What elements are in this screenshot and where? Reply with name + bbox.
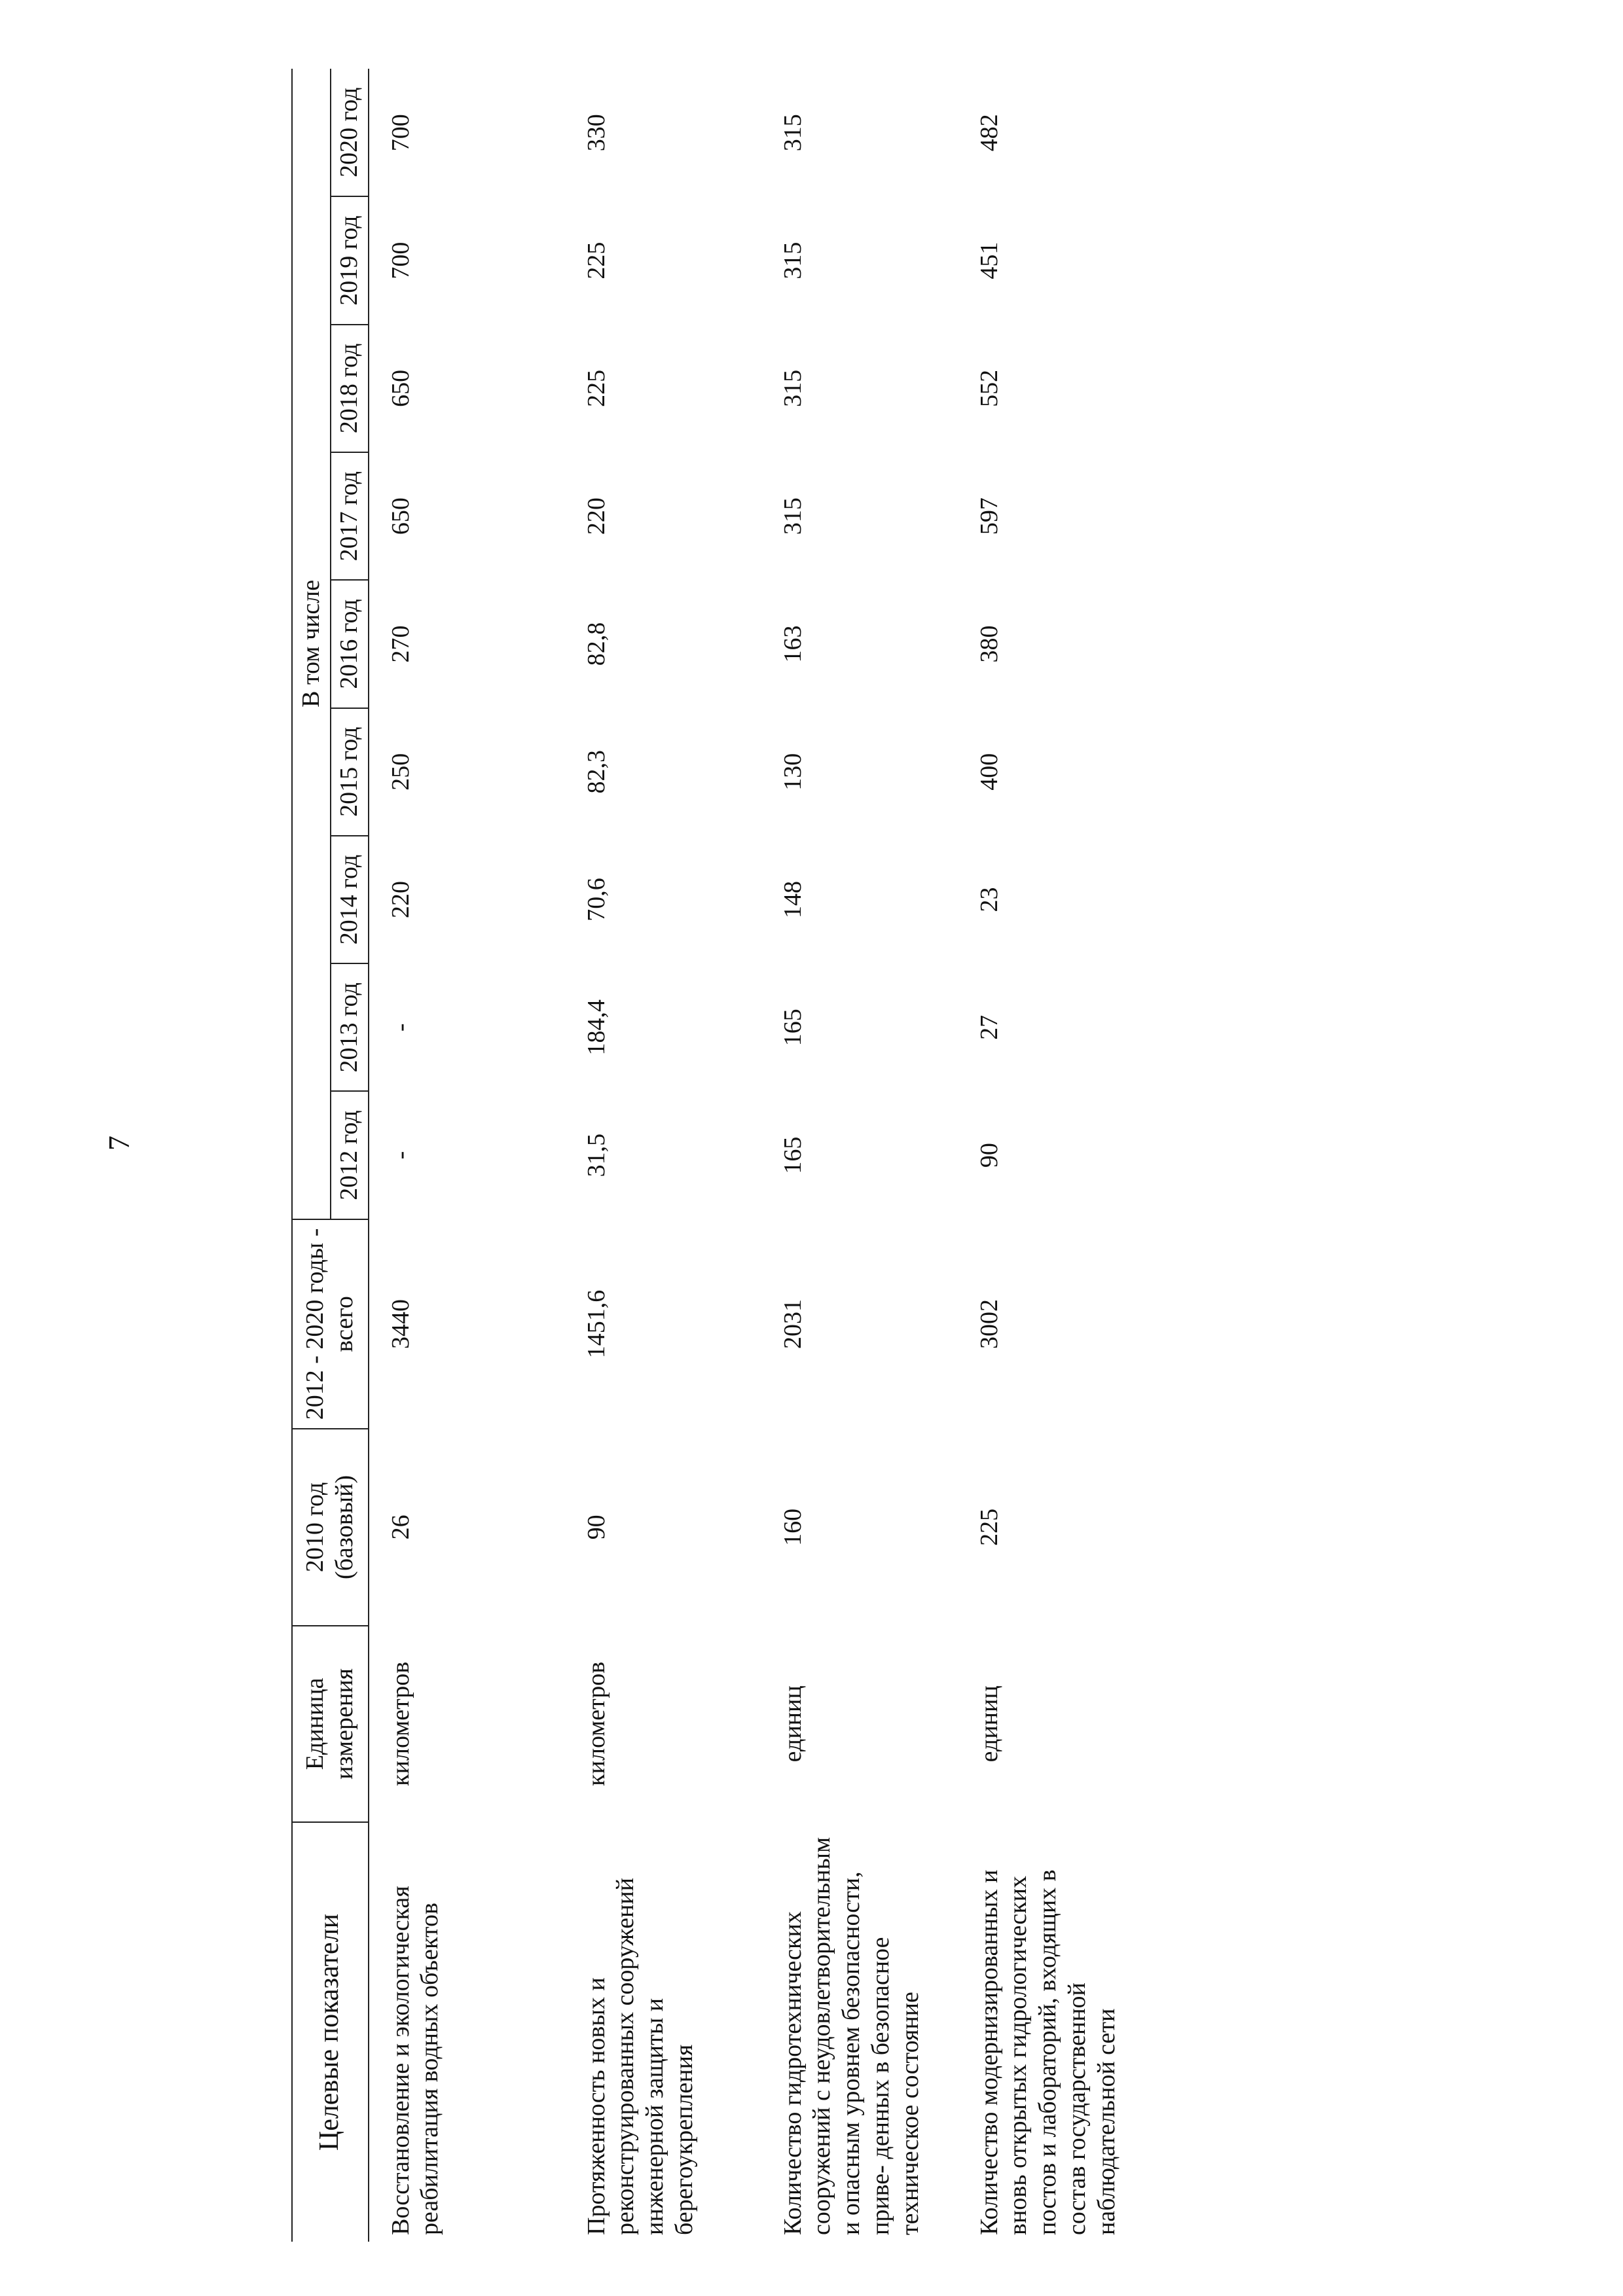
page-number: 7 xyxy=(102,1136,136,1151)
header-year: 2020 год xyxy=(331,69,369,196)
header-year: 2012 год xyxy=(331,1091,369,1219)
header-year: 2019 год xyxy=(331,196,369,324)
value-cell: 400 xyxy=(975,753,1003,791)
value-cell: 700 xyxy=(386,242,414,279)
value-cell: - xyxy=(386,1023,414,1032)
value-cell: 552 xyxy=(975,369,1003,407)
value-cell: 27 xyxy=(975,1014,1003,1040)
value-cell: 650 xyxy=(386,369,414,407)
value-cell: 23 xyxy=(975,887,1003,912)
header-unit: Единица измерения xyxy=(292,1626,369,1822)
total-cell: 3002 xyxy=(975,1299,1003,1349)
value-cell: 330 xyxy=(582,114,610,152)
unit-cell: километров xyxy=(582,1661,610,1786)
unit-cell: единиц xyxy=(778,1685,807,1763)
value-cell: 315 xyxy=(778,114,807,152)
value-cell: 250 xyxy=(386,753,414,791)
value-cell: 451 xyxy=(975,242,1003,279)
value-cell: 70,6 xyxy=(582,878,610,922)
value-cell: 130 xyxy=(778,753,807,791)
base-cell: 225 xyxy=(975,1508,1003,1546)
total-cell: 2031 xyxy=(778,1299,807,1349)
unit-cell: километров xyxy=(386,1661,414,1786)
base-cell: 26 xyxy=(386,1515,414,1540)
header-breakdown: В том числе xyxy=(292,69,331,1219)
value-cell: 597 xyxy=(975,497,1003,535)
value-cell: 650 xyxy=(386,497,414,535)
value-cell: 220 xyxy=(582,497,610,535)
header-total: 2012 - 2020 годы - всего xyxy=(292,1219,369,1429)
indicator-cell: Восстановление и экологическая реабилитация водных объектов xyxy=(386,1886,444,2235)
value-cell: 165 xyxy=(778,1009,807,1047)
value-cell: - xyxy=(386,1151,414,1160)
table-row xyxy=(565,69,761,2242)
value-cell: 165 xyxy=(778,1136,807,1174)
header-year: 2015 год xyxy=(331,708,369,836)
total-cell: 1451,6 xyxy=(582,1289,610,1359)
table-row xyxy=(369,69,565,2242)
indicators-table-container xyxy=(291,69,1437,2242)
value-cell: 380 xyxy=(975,625,1003,663)
value-cell: 225 xyxy=(582,242,610,279)
header-year: 2017 год xyxy=(331,452,369,580)
value-cell: 184,4 xyxy=(582,999,610,1056)
value-cell: 163 xyxy=(778,625,807,663)
value-cell: 270 xyxy=(386,625,414,663)
value-cell: 31,5 xyxy=(582,1133,610,1177)
header-year: 2013 год xyxy=(331,963,369,1091)
value-cell: 90 xyxy=(975,1143,1003,1168)
header-year: 2014 год xyxy=(331,836,369,963)
header-year: 2016 год xyxy=(331,580,369,708)
header-indicator: Целевые показатели xyxy=(292,1822,369,2242)
total-cell: 3440 xyxy=(386,1299,414,1349)
value-cell: 82,3 xyxy=(582,749,610,794)
table-row xyxy=(761,69,958,2242)
value-cell: 315 xyxy=(778,242,807,279)
value-cell: 482 xyxy=(975,114,1003,152)
indicators-table xyxy=(291,69,1194,2242)
indicator-cell: Протяженность новых и реконструированных сооружений инженерной защиты и берегоукрепления xyxy=(582,1877,698,2235)
value-cell: 220 xyxy=(386,881,414,918)
value-cell: 700 xyxy=(386,114,414,152)
indicator-cell: Количество гидротехнических сооружений с неудовлетворительным и опасным уровнем безопасности, приве- денных в безопасное техническое состояние xyxy=(778,1837,924,2235)
value-cell: 148 xyxy=(778,881,807,918)
header-year: 2018 год xyxy=(331,325,369,452)
base-cell: 90 xyxy=(582,1515,610,1540)
table-row xyxy=(958,69,1194,2242)
value-cell: 225 xyxy=(582,369,610,407)
value-cell: 315 xyxy=(778,497,807,535)
base-cell: 160 xyxy=(778,1508,807,1546)
value-cell: 315 xyxy=(778,369,807,407)
value-cell: 82,8 xyxy=(582,622,610,666)
header-base: 2010 год (базовый) xyxy=(292,1429,369,1625)
unit-cell: единиц xyxy=(975,1685,1003,1763)
indicator-cell: Количество модернизированных и вновь открытых гидрологических постов и лабораторий, входящих в состав государственной наблюдательной сети xyxy=(975,1869,1120,2235)
